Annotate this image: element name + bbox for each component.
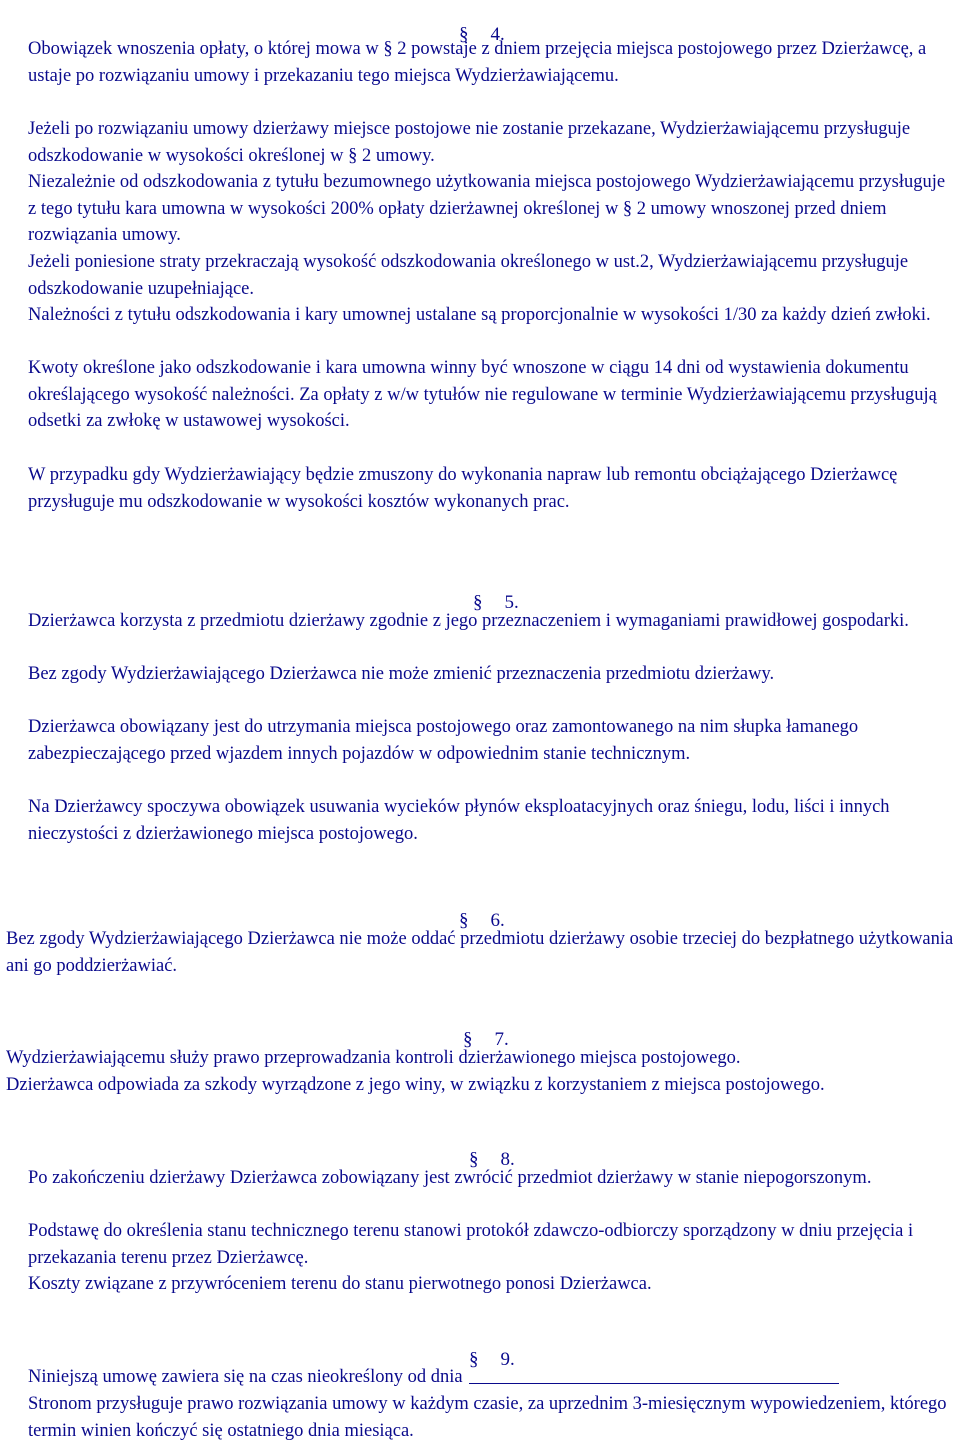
s7-line-1: Wydzierżawiającemu służy prawo przeprowadzania kontroli dzierżawionego miejsca postojowego.: [6, 1048, 741, 1068]
s9-item-2: Stronom przysługuje prawo rozwiązania umowy w każdym czasie, za uprzednim 3-miesięcznym wypowiedzeniem, którego termin winien kończyć się ostatniego dnia miesiąca.: [28, 1394, 947, 1441]
section-5-heading: § 5.: [473, 592, 519, 613]
s5-item-2: Dzierżawca obowiązany jest do utrzymania miejsca postojowego oraz zamontowanego na nim słupka łamanego zabezpieczającego przed wjazdem innych pojazdów w odpowiednim stanie technicznym.: [28, 717, 859, 764]
s4-item-6: Kwoty określone jako odszkodowanie i kara umowna winny być wnoszone w ciągu 14 dni od wystawienia dokumentu określającego wysokość należności. Za opłaty z w/w tytułów nie regulowane w terminie Wydzierżawiającemu przysługują odsetki za zwłokę w ustawowej wysokości.: [28, 358, 937, 431]
section-8-heading: § 8.: [469, 1149, 515, 1170]
s8-item-2: Podstawę do określenia stanu technicznego terenu stanowi protokół zdawczo-odbiorczy sporządzony w dniu przejęcia i przekazania terenu przez Dzierżawcę.: [28, 1221, 914, 1268]
s4-item-1: Obowiązek wnoszenia opłaty, o której mowa w § 2 powstaje z dniem przejęcia miejsca postojowego przez Dzierżawcę, a ustaje po rozwiązaniu umowy i przekazaniu tego miejsca Wydzierżawiającemu.: [28, 39, 927, 86]
section-9-heading: § 9.: [469, 1349, 515, 1370]
s5-item-1: Dzierżawca korzysta z przedmiotu dzierżawy zgodnie z jego przeznaczeniem i wymaganiami prawidłowej gospodarki.: [28, 611, 909, 631]
section-symbol: §: [459, 24, 469, 45]
date-blank-line: [469, 1365, 839, 1384]
s5-item-1-extra: Bez zgody Wydzierżawiającego Dzierżawca nie może zmienić przeznaczenia przedmiotu dzierżawy.: [28, 664, 775, 684]
s4-item-2: Jeżeli po rozwiązaniu umowy dzierżawy miejsce postojowe nie zostanie przekazane, Wydzierżawiającemu przysługuje odszkodowanie w wysokości określonej w § 2 umowy.: [28, 119, 911, 166]
s4-item-5: Należności z tytułu odszkodowania i kary umownej ustalane są proporcjonalnie w wysokości 1/30 za każdy dzień zwłoki.: [28, 305, 931, 325]
s4-item-7: W przypadku gdy Wydzierżawiający będzie zmuszony do wykonania napraw lub remontu obciążającego Dzierżawcę przysługuje mu odszkodowanie w wysokości kosztów wykonanych prac.: [28, 465, 898, 512]
s9-item-1: Niniejszą umowę zawiera się na czas nieokreślony od dnia: [6, 1364, 948, 1391]
s5-item-3: Na Dzierżawcy spoczywa obowiązek usuwania wycieków płynów eksploatacyjnych oraz śniegu, lodu, liści i innych nieczystości z dzierżawionego miejsca postojowego.: [28, 797, 890, 844]
s8-item-1: Po zakończeniu dzierżawy Dzierżawca zobowiązany jest zwrócić przedmiot dzierżawy w stanie niepogorszonym.: [28, 1168, 872, 1188]
section-6-heading: § 6.: [459, 910, 505, 931]
section-4-heading: § 4.: [459, 24, 505, 45]
s4-item-3: Niezależnie od odszkodowania z tytułu bezumownego użytkowania miejsca postojowego Wydzierżawiającemu przysługuje z tego tytułu kara umowna w wysokości 200% opłaty dzierżawnej określonej w § 2 umowy wnoszonej przed dniem rozwiązania umowy.: [28, 172, 946, 245]
s4-item-4: Jeżeli poniesione straty przekraczają wysokość odszkodowania określonego w ust.2, Wydzierżawiającemu przysługuje odszkodowanie uzupełniające.: [28, 252, 909, 299]
s6-paragraph: Bez zgody Wydzierżawiającego Dzierżawca nie może oddać przedmiotu dzierżawy osobie trzeciej do bezpłatnego użytkowania ani go poddzierżawiać.: [6, 929, 954, 976]
s7-line-2: Dzierżawca odpowiada za szkody wyrządzone z jego winy, w związku z korzystaniem z miejsca postojowego.: [6, 1075, 825, 1095]
section-7-heading: § 7.: [463, 1029, 509, 1050]
s8-item-3: Koszty związane z przywróceniem terenu do stanu pierwotnego ponosi Dzierżawca.: [28, 1274, 652, 1294]
